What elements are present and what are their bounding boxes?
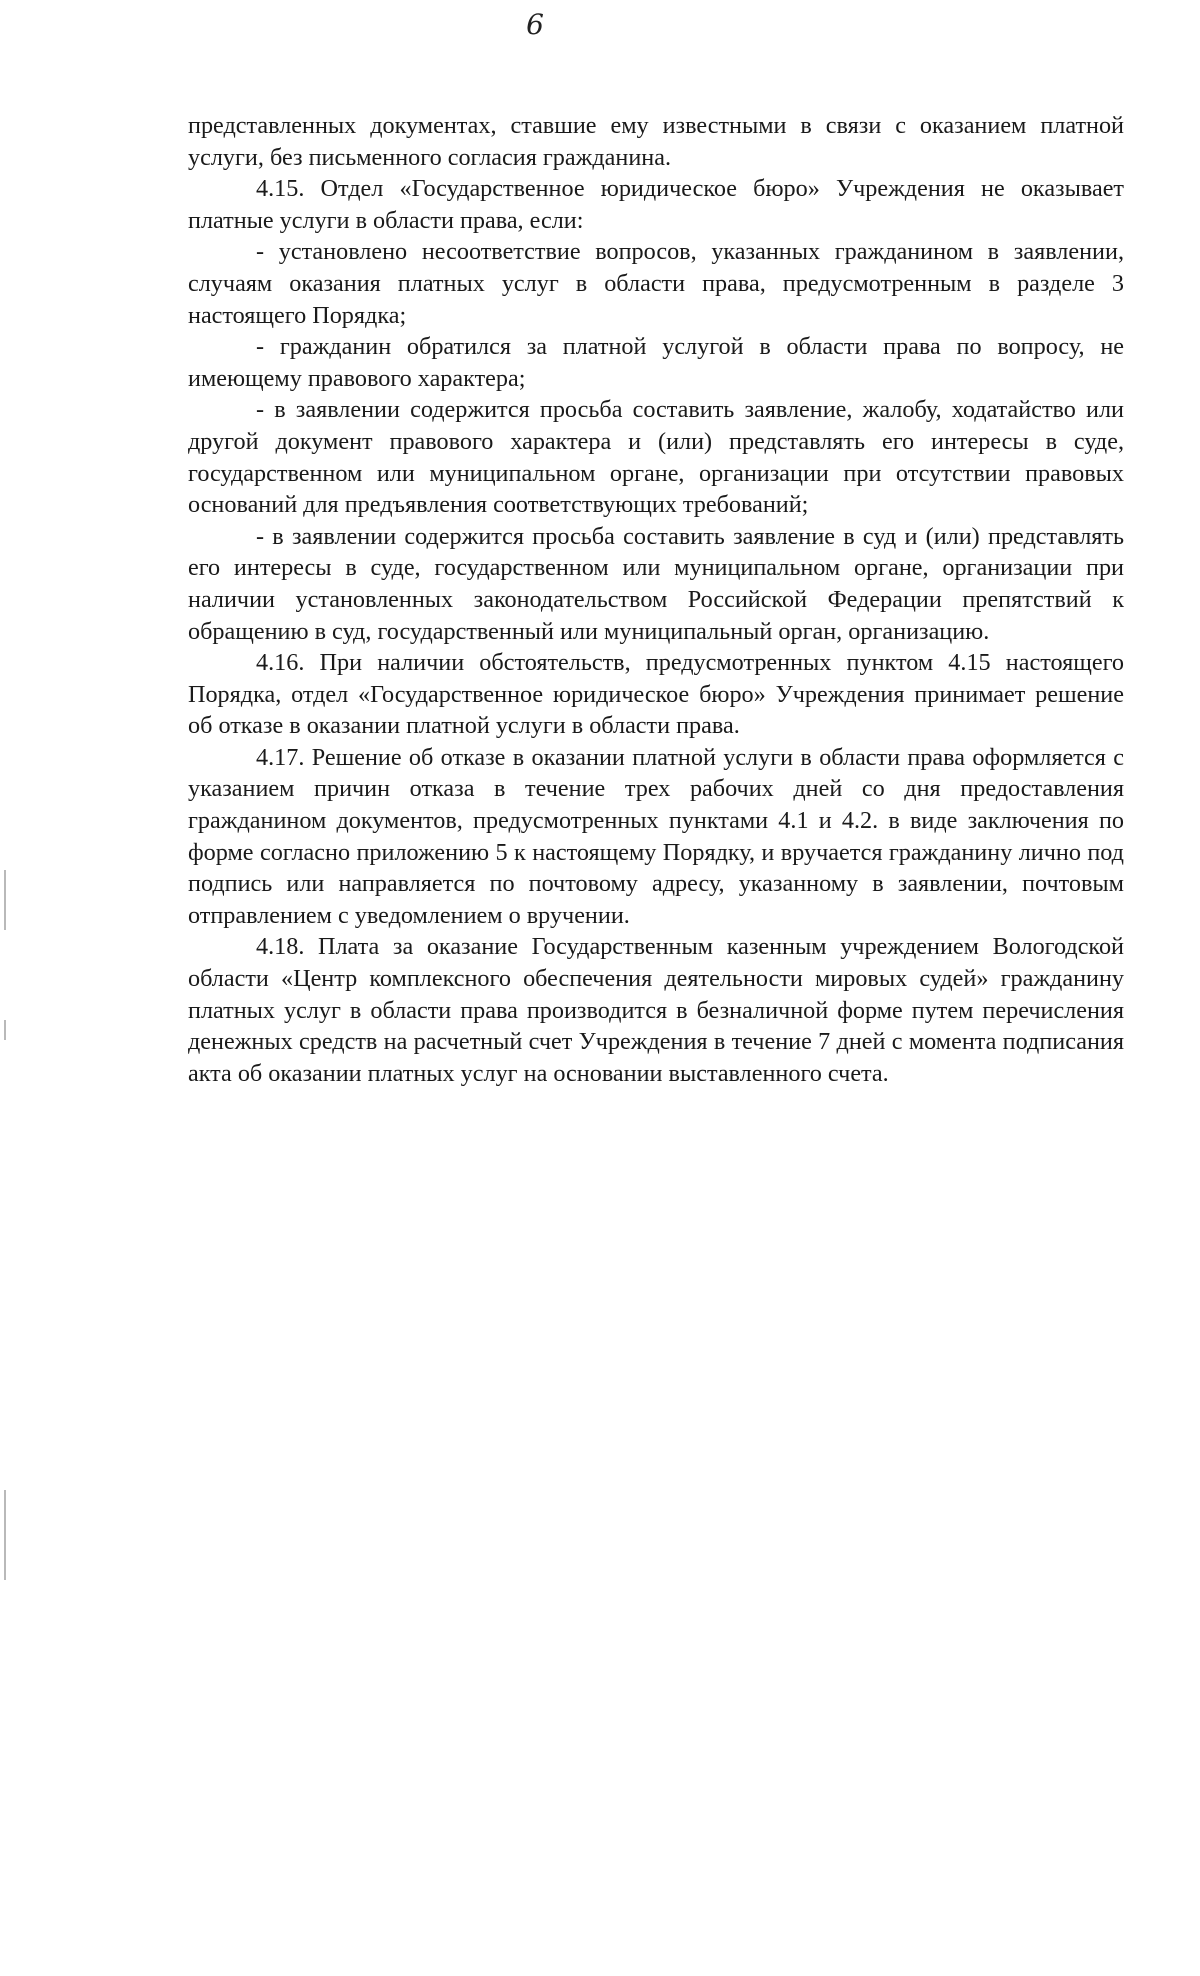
document-body [188, 110, 1124, 1089]
scan-edge-mark [4, 1020, 6, 1040]
paragraph-4-17: 4.17. Решение об отказе в оказании платной услуги в области права оформляется с указанием причин отказа в течение трех рабочих дней со дня предоставления гражданином документов, предусмотренных пунктами 4.1 и 4.2. в виде заключения по форме согласно приложению 5 к настоящему Порядку, и вручается гражданину лично под подпись или направляется по почтовому адресу, указанному в заявлении, почтовым отправлением с уведомлением о вручении. [188, 743, 1124, 929]
paragraph-4-15: 4.15. Отдел «Государственное юридическое бюро» Учреждения не оказывает платные услуги в области права, если: [188, 175, 1124, 234]
list-item-obstacles: - в заявлении содержится просьба составить заявление в суд и (или) представлять его интересы в суде, государственном или муниципальном органе, организации при наличии установленных законодательством Российской Федерации препятствий к обращению в суд, государственный или муниципальный орган, организацию. [188, 522, 1124, 645]
scan-edge-mark [4, 870, 6, 930]
paragraph-continuation: представленных документах, ставшие ему известными в связи с оказанием платной услуги, без письменного согласия гражданина. [188, 112, 1124, 171]
paragraph-4-16: 4.16. При наличии обстоятельств, предусмотренных пунктом 4.15 настоящего Порядка, отдел «Государственное юридическое бюро» Учреждения принимает решение об отказе в оказании платной услуги в области права. [188, 649, 1124, 740]
page-number: 6 [526, 8, 544, 41]
list-item-mismatch: - установлено несоответствие вопросов, указанных гражданином в заявлении, случаям оказания платных услуг в области права, предусмотренным в разделе 3 настоящего Порядка; [188, 238, 1124, 329]
list-item-no-grounds: - в заявлении содержится просьба составить заявление, жалобу, ходатайство или другой документ правового характера и (или) представлять его интересы в суде, государственном или муниципальном органе, организации при отсутствии правовых оснований для предъявления соответствующих требований; [188, 396, 1124, 519]
scan-edge-mark [4, 1490, 6, 1580]
list-item-non-legal: - гражданин обратился за платной услугой в области права по вопросу, не имеющему правового характера; [188, 333, 1124, 392]
paragraph-4-18: 4.18. Плата за оказание Государственным казенным учреждением Вологодской области «Центр комплексного обеспечения деятельности мировых судей» гражданину платных услуг в области права производится в безналичной форме путем перечисления денежных средств на расчетный счет Учреждения в течение 7 дней с момента подписания акта об оказании платных услуг на основании выставленного счета. [188, 933, 1124, 1087]
